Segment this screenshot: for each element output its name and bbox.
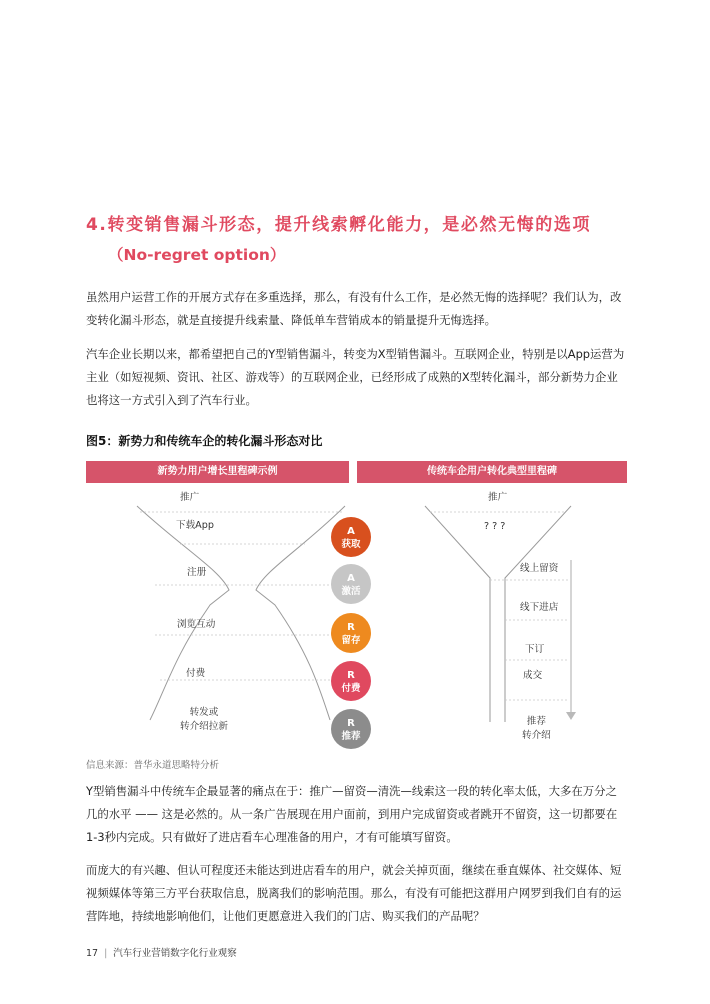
figure-title: 图5：新势力和传统车企的转化漏斗形态对比 — [86, 434, 323, 448]
circle-label: 付费 — [341, 683, 361, 694]
paragraph-3: Y型销售漏斗中传统车企最显著的痛点在于：推广—留资—清洗—线索这一段的转化率太低，大多在万分之几的水平 —— 这是必然的。从一条广告展现在用户面前，到用户完成留资或者跳开不留资，这一切都要在1-3秒内完成。只有做好了进店看车心理准备的用户，才有可能填写留资。 — [86, 784, 618, 844]
left-header: 新势力用户增长里程碑示例 — [86, 461, 349, 483]
circle-letter: R — [347, 670, 355, 681]
left-stage-pay: 付费 — [186, 668, 206, 679]
right-arrow — [566, 560, 576, 720]
right-stage-referral: 推荐 转介绍 — [522, 716, 551, 741]
paragraph-4: 而庞大的有兴趣、但认可程度还未能达到进店看车的用户，就会关掉页面，继续在垂直媒体、社交媒体、短视频媒体等第三方平台获取信息，脱离我们的影响范围。那么，有没有可能把这群用户网罗到我们自有的运营阵地，持续地影响他们，让他们更愿意进入我们的门店、购买我们的产品呢？ — [86, 863, 622, 923]
circle-label: 获取 — [341, 539, 361, 550]
right-header: 传统车企用户转化典型里程碑 — [357, 461, 627, 483]
circle-letter: A — [347, 526, 355, 537]
circle-letter: R — [347, 718, 355, 729]
page-footer: 17 | 汽车行业营销数字化行业观察 — [86, 948, 237, 959]
aarrr-circles — [331, 517, 371, 749]
figure-source: 信息来源：普华永道思略特分析 — [86, 760, 220, 771]
paragraph-1: 虽然用户运营工作的开展方式存在多重选择，那么，有没有什么工作，是必然无悔的选择呢？我们认为，改变转化漏斗形态，就是直接提升线索量、降低单车营销成本的销量提升无悔选择。 — [86, 290, 622, 327]
circle-label: 留存 — [341, 635, 361, 646]
section-title: 4.转变销售漏斗形态，提升线索孵化能力，是必然无悔的选项 — [86, 215, 592, 235]
circle-letter: R — [347, 622, 355, 633]
left-stage-register: 注册 — [187, 567, 207, 578]
circle-label: 推荐 — [341, 731, 361, 742]
section-subtitle: （No-regret option） — [108, 246, 286, 264]
right-stage-unknown: ? ? ? — [484, 521, 506, 532]
left-funnel-outline — [137, 506, 345, 720]
left-stage-promo: 推广 — [180, 492, 200, 503]
right-stage-leads: 线上留资 — [520, 563, 559, 574]
circle-激活 — [331, 564, 371, 604]
circle-letter: A — [347, 573, 355, 584]
right-stage-visit: 线下进店 — [520, 602, 559, 613]
left-stage-browse: 浏览互动 — [177, 619, 216, 630]
page-number: 17 — [86, 948, 99, 959]
circle-获取 — [331, 517, 371, 557]
document-title: 汽车行业营销数字化行业观察 — [113, 948, 237, 959]
left-stage-referral: 转发或 转介绍拉新 — [180, 707, 228, 732]
left-dashed-lines — [140, 512, 342, 680]
right-stage-promo: 推广 — [488, 492, 508, 503]
circle-label: 激活 — [341, 586, 361, 597]
right-stage-order: 下订 — [525, 644, 545, 655]
right-stage-deal: 成交 — [523, 670, 543, 681]
left-stage-download: 下载App — [176, 520, 214, 531]
circle-留存 — [331, 613, 371, 653]
paragraph-2: 汽车企业长期以来，都希望把自己的Y型销售漏斗，转变为X型销售漏斗。互联网企业，特别是以App运营为主业（如短视频、资讯、社区、游戏等）的互联网企业，已经形成了成熟的X型转化漏斗，部分新势力企业也将这一方式引入到了汽车行业。 — [86, 347, 625, 407]
circle-推荐 — [331, 709, 371, 749]
circle-付费 — [331, 661, 371, 701]
